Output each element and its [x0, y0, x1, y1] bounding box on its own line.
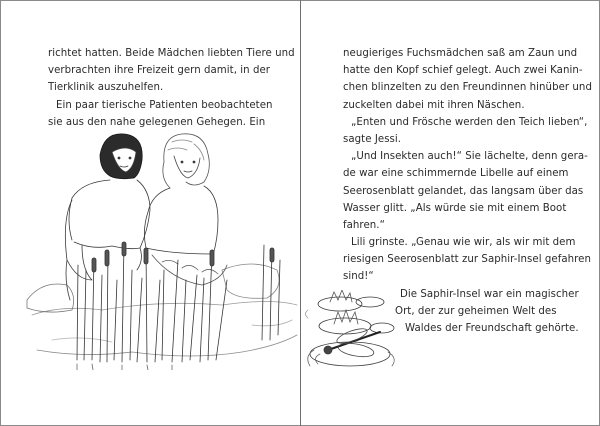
text-line: Seerosenblatt gelandet, das langsam über das	[343, 185, 584, 197]
text-line: zuckelten dabei mit ihren Näschen.	[343, 99, 525, 111]
text-line: Ort, der zur geheimen Welt des	[395, 305, 557, 317]
text-line: hatte den Kopf schief gelegt. Auch zwei Kanin-	[343, 65, 583, 77]
text-line: riesigen Seerosenblatt zur Saphir-Insel gefahren	[343, 254, 591, 266]
text-line: Waldes der Freundschaft gehörte.	[405, 323, 579, 334]
text-line: de war eine schimmernde Libelle auf einem	[343, 168, 569, 180]
text-line: sagte Jessi.	[343, 133, 402, 145]
text-line: chen blinzelten zu den Freundinnen hinüber und	[343, 82, 592, 94]
text-line: Ein paar tierische Patienten beobachteten	[56, 99, 273, 111]
text-line: verbrachten ihre Freizeit gern damit, in der	[48, 65, 271, 77]
dragonfly-lily-pad-illustration	[300, 290, 410, 380]
left-page-text	[48, 45, 295, 131]
text-line: sie aus den nahe gelegenen Gehegen. Ein	[48, 116, 266, 128]
text-line: sind!“	[343, 271, 374, 283]
text-line: Lili grinste. „Genau wie wir, als wir mit dem	[351, 237, 576, 249]
text-line: richtet hatten. Beide Mädchen liebten Tiere und	[48, 48, 295, 59]
text-line: „Enten und Frösche werden den Teich lieben“,	[351, 116, 588, 128]
text-line: Tierklinik auszuhelfen.	[48, 82, 164, 94]
text-line: neugieriges Fuchsmädchen saß am Zaun und	[343, 48, 578, 59]
text-line: „Und Insekten auch!“ Sie lächelte, denn gera-	[351, 151, 588, 163]
text-line: Die Saphir-Insel war ein magischer	[400, 288, 579, 300]
girls-at-pond-illustration	[22, 130, 302, 370]
text-line: fahren.“	[343, 219, 385, 231]
text-line: Wasser glitt. „Als würde sie mit einem Boot	[343, 202, 567, 214]
